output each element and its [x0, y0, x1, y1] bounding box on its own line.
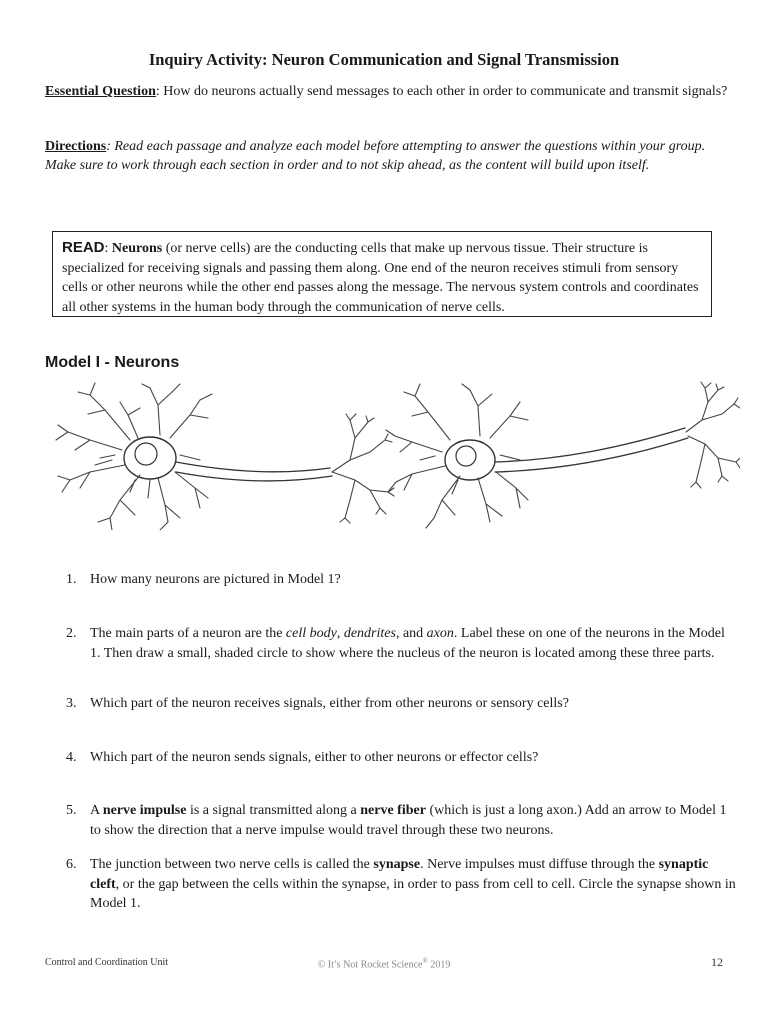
q6-synapse-term: synapse	[373, 857, 421, 872]
question-2-number: 2.	[66, 626, 77, 641]
q5-nerve-fiber-term: nerve fiber	[360, 803, 426, 818]
question-1-number: 1.	[66, 572, 77, 587]
neuron-1-axon-terminal	[332, 414, 394, 523]
copyright-text: © It’s Not Rocket Science	[317, 959, 423, 971]
read-term: Neurons	[111, 241, 163, 256]
question-5-text	[90, 801, 736, 840]
q2-dendrites-term: dendrites	[343, 626, 396, 641]
question-5	[66, 801, 736, 840]
question-5-number: 5.	[66, 803, 77, 818]
question-2-text	[90, 624, 736, 663]
question-3-number: 3.	[66, 696, 77, 711]
neuron-2-axon	[495, 428, 685, 462]
question-1	[66, 570, 736, 590]
neuron-2-axon-terminal	[686, 382, 740, 488]
question-4-text: Which part of the neuron sends signals, either to other neurons or effector cells?	[90, 750, 539, 765]
model-heading: Model I - Neurons	[45, 354, 180, 371]
q6-part: . Nerve impulses must diffuse through the	[420, 857, 659, 872]
question-6-number: 6.	[66, 857, 77, 872]
read-text: (or nerve cells) are the conducting cells that make up nervous tissue. Their structure is specialized for receiving signals and passing them along. One end of the neuron receives stimuli from sensory cells or other neurons while the other end passes along the message. The nervous system controls and coordinates all other systems in the human body through the communication of nerve cells.	[62, 241, 699, 315]
copyright-year: 2019	[427, 959, 451, 971]
q5-part: (which is just a long axon.) Add an arrow to Model 1 to show the direction that a nerve impulse would travel through these two neurons.	[90, 803, 727, 838]
footer-copyright	[0, 957, 768, 970]
neuron-2-dendrites	[386, 384, 528, 528]
neuron-2-nucleus	[456, 446, 476, 466]
directions-label: Directions	[45, 139, 107, 154]
neuron-2-cell-body	[445, 440, 495, 480]
directions-text: : Read each passage and analyze each model before attempting to answer the questions within your group. Make sure to work through each section in order and to not skip ahead, as the content will build upon itself.	[45, 139, 706, 173]
neuron-1-axon	[176, 462, 330, 472]
question-3-text: Which part of the neuron receives signals, either from other neurons or sensory cells?	[90, 696, 569, 711]
q5-part: is a signal transmitted along a	[186, 803, 361, 818]
q2-part: The main parts of a neuron are the	[90, 626, 286, 641]
read-sep: :	[104, 241, 112, 256]
read-label: READ	[62, 239, 105, 256]
q6-synaptic-cleft-term: synaptic cleft	[90, 857, 709, 892]
neuron-1-dendrites	[56, 383, 212, 530]
page-number: 12	[711, 955, 723, 969]
directions	[45, 137, 735, 175]
q6-part: , or the gap between the cells within the synapse, in order to pass from cell to cell. Circle the synapse shown in Model 1.	[90, 876, 736, 911]
footer-unit: Control and Coordination Unit	[45, 957, 169, 968]
q2-part: ,	[336, 626, 344, 641]
question-6	[66, 855, 736, 914]
neuron-1-nucleus	[135, 443, 157, 465]
q2-cell-body-term: cell body	[285, 626, 337, 641]
essential-question-text: : How do neurons actually send messages to each other in order to communicate and transmit signals?	[155, 84, 728, 99]
question-2	[66, 624, 736, 663]
q6-part: The junction between two nerve cells is called the	[90, 857, 374, 872]
neuron-model-figure	[50, 380, 740, 530]
question-1-text: How many neurons are pictured in Model 1?	[90, 572, 341, 587]
essential-question	[45, 82, 735, 101]
q5-nerve-impulse-term: nerve impulse	[102, 803, 187, 818]
read-passage-box	[52, 231, 712, 317]
q2-part: . Label these on one of the neurons in the Model 1. Then draw a small, shaded circle to show where the nucleus of the neuron is located among these three parts.	[90, 626, 725, 661]
q2-part: , and	[395, 626, 427, 641]
essential-question-label: Essential Question	[45, 84, 156, 99]
question-4-number: 4.	[66, 750, 77, 765]
neuron-2	[386, 382, 740, 528]
page-title: Inquiry Activity: Neuron Communication and Signal Transmission	[148, 50, 620, 69]
question-4	[66, 748, 736, 768]
q2-axon-term: axon	[426, 626, 454, 641]
registered-mark: ®	[422, 957, 428, 965]
q5-part: A	[90, 803, 103, 818]
question-3	[66, 694, 736, 714]
question-6-text	[90, 855, 736, 914]
neuron-1	[56, 383, 394, 530]
